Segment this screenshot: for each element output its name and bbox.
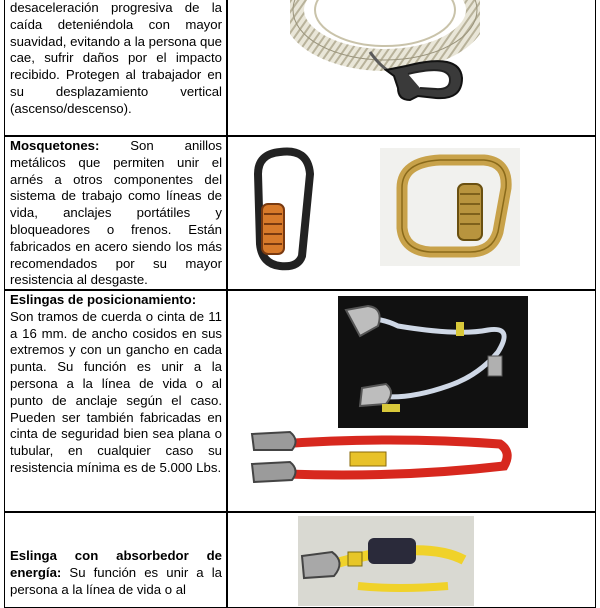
row-text: desaceleración progresiva de la caída deteniéndola con mayor suavidad, evitando a la persona que cae, sufrir daños por el impacto recibido. Protegen al trabajador en su desplazamiento vertical (ascenso/descenso).	[10, 0, 222, 116]
row-description	[10, 138, 222, 289]
row-title: Eslingas de posicionamiento:	[10, 292, 197, 307]
red-webbing-lanyard-icon	[250, 426, 520, 498]
gold-carabiner-icon	[380, 148, 520, 266]
rope-lifeline-icon	[290, 0, 480, 104]
column-divider	[226, 0, 228, 607]
row-divider	[5, 511, 595, 513]
row-description	[10, 292, 222, 477]
black-carabiner-icon	[250, 144, 320, 274]
row-title: Mosquetones:	[10, 138, 100, 153]
row-description	[10, 0, 222, 118]
row-text: Su función es unir a la persona a la línea de vida o al	[10, 564, 222, 597]
row-text: Son anillos metálicos que permiten unir el arnés a otros componentes del sistema de trabajo como líneas de vida, anclajes portátiles y bloqueadores o frenos. Están fabricados en acero siendo los más recomendados por su mayor resistencia al desgaste.	[10, 138, 222, 288]
row-title: Eslinga con absorbedor de energía:	[10, 548, 222, 580]
row-divider	[5, 289, 595, 291]
row-divider	[5, 135, 595, 137]
shock-absorber-lanyard-icon	[298, 516, 474, 606]
row-text: Son tramos de cuerda o cinta de 11 a 16 mm. de ancho cosidos en sus extremos y con un gancho en cada punta. Su función es unir a la persona a la línea de vida o al punto de anclaje según el caso. Pueden ser también fabricadas en cinta de seguridad bien sea plana o tubular, en cualquier caso su resistencia mínima es de 5.000 Lbs.	[10, 308, 222, 475]
row-description	[10, 548, 222, 598]
rope-lanyard-icon	[338, 296, 528, 428]
